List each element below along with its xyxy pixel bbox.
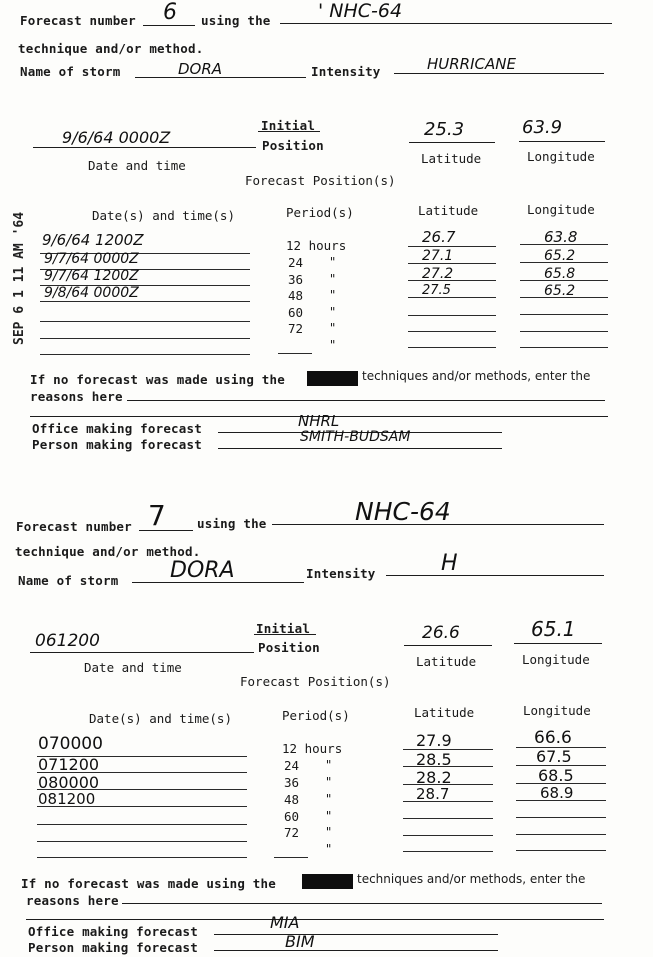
forecast-lat: 28.5 <box>416 750 452 769</box>
initial-lon-value: 63.9 <box>522 117 563 138</box>
person-label: Person making forecast <box>28 940 198 955</box>
no-forecast-label: If no forecast was made using the <box>21 876 276 891</box>
initial-datetime-value: 9/6/64 0000Z <box>62 128 171 147</box>
longitude-header: Longitude <box>527 202 595 217</box>
forecast-datetime: 081200 <box>38 790 96 808</box>
period-60: 60 <box>284 809 300 824</box>
office-label: Office making forecast <box>28 924 198 939</box>
position-label: Position <box>262 138 324 153</box>
initial-label: Initial <box>261 118 316 133</box>
storm-name-label: Name of storm <box>18 573 119 588</box>
latitude-label: Latitude <box>416 654 477 669</box>
no-forecast-suffix: techniques and/or methods, enter the <box>362 369 591 383</box>
latitude-header: Latitude <box>414 705 475 720</box>
ditto-mark: " <box>325 758 333 772</box>
date-time-label: Date and time <box>88 158 186 173</box>
forecast-lon: 65.2 <box>544 248 576 264</box>
date-time-label: Date and time <box>84 660 182 675</box>
office-label: Office making forecast <box>32 421 202 436</box>
forecast-lon: 66.6 <box>534 728 572 748</box>
ditto-mark: " <box>329 255 337 269</box>
position-label: Position <box>258 640 320 655</box>
reasons-label: reasons here <box>26 893 119 908</box>
ditto-mark: " <box>329 338 337 352</box>
ditto-mark: " <box>329 272 337 286</box>
forecast-number-value: 7 <box>148 499 166 532</box>
office-value: MIA <box>270 913 300 932</box>
ditto-mark: " <box>325 809 333 823</box>
latitude-label: Latitude <box>421 151 482 166</box>
storm-name-value: DORA <box>170 558 235 583</box>
periods-header: Period(s) <box>286 205 354 220</box>
forecast-number-label: Forecast number <box>16 519 132 534</box>
technique-label: technique and/or method. <box>15 544 201 559</box>
forecast-datetime: 9/7/64 1200Z <box>44 268 139 284</box>
received-stamp: SEP 6 1 11 AM '64 <box>12 211 27 345</box>
initial-lon-value: 65.1 <box>531 617 576 641</box>
ditto-mark: " <box>325 775 333 789</box>
forecast-lon: 68.5 <box>538 766 574 785</box>
dates-times-header: Date(s) and time(s) <box>92 208 235 223</box>
technique-label: technique and/or method. <box>18 41 204 56</box>
intensity-value: H <box>441 551 458 576</box>
forecast-positions-label: Forecast Position(s) <box>245 173 396 188</box>
forecast-lon: 67.5 <box>536 747 572 766</box>
forecast-lon: 65.2 <box>544 283 576 299</box>
latitude-header: Latitude <box>418 203 479 218</box>
ditto-mark: " <box>325 842 333 856</box>
period-36: 36 <box>284 775 300 790</box>
forecast-lat: 26.7 <box>422 228 456 246</box>
forecast-lat: 28.7 <box>416 785 450 803</box>
storm-name-label: Name of storm <box>20 64 121 79</box>
ditto-mark: " <box>325 792 333 806</box>
using-the-label: using the <box>201 13 271 28</box>
longitude-label: Longitude <box>527 149 595 164</box>
no-forecast-label: If no forecast was made using the <box>30 372 285 387</box>
forecast-lat: 27.9 <box>416 731 452 750</box>
period-12: 12 hours <box>282 741 343 756</box>
longitude-header: Longitude <box>523 703 591 718</box>
initial-datetime-value: 061200 <box>35 631 100 651</box>
period-36: 36 <box>288 272 304 287</box>
storm-name-value: DORA <box>178 60 223 78</box>
forecast-lon: 63.8 <box>544 228 578 246</box>
forecast-lat: 27.2 <box>422 266 454 282</box>
ditto-mark: " <box>329 305 337 319</box>
ditto-mark: " <box>329 288 337 302</box>
forecast-lat: 27.5 <box>422 283 451 298</box>
forecast-lat: 27.1 <box>422 248 454 264</box>
period-48: 48 <box>288 288 304 303</box>
forecast-datetime: 9/7/64 0000Z <box>44 251 139 267</box>
intensity-label: Intensity <box>311 64 381 79</box>
periods-header: Period(s) <box>282 708 350 723</box>
person-label: Person making forecast <box>32 437 202 452</box>
period-12: 12 hours <box>286 238 347 253</box>
forecast-datetime: 080000 <box>38 773 100 792</box>
person-value: BIM <box>285 932 315 951</box>
office-value: NHRL <box>298 412 340 430</box>
ditto-mark: " <box>325 825 333 839</box>
method-value: ' NHC-64 <box>318 0 403 22</box>
period-48: 48 <box>284 792 300 807</box>
no-forecast-suffix: techniques and/or methods, enter the <box>357 872 586 886</box>
redaction-box <box>302 874 353 889</box>
using-the-label: using the <box>197 516 267 531</box>
intensity-value: HURRICANE <box>427 55 516 73</box>
period-24: 24 <box>284 758 300 773</box>
forecast-datetime: 070000 <box>38 734 103 754</box>
period-60: 60 <box>288 305 304 320</box>
forecast-lon: 68.9 <box>540 784 574 802</box>
initial-lat-value: 26.6 <box>422 623 460 643</box>
forecast-datetime: 071200 <box>38 755 100 774</box>
dates-times-header: Date(s) and time(s) <box>89 711 232 726</box>
forecast-datetime: 9/8/64 0000Z <box>44 285 139 301</box>
initial-lat-value: 25.3 <box>424 119 465 140</box>
forecast-lon: 65.8 <box>544 266 576 282</box>
forecast-number-label: Forecast number <box>20 13 136 28</box>
person-value: SMITH-BUDSAM <box>300 429 411 445</box>
initial-label: Initial <box>256 621 311 636</box>
redaction-box <box>307 371 358 386</box>
period-72: 72 <box>284 825 300 840</box>
intensity-label: Intensity <box>306 566 376 581</box>
period-72: 72 <box>288 321 304 336</box>
method-value: NHC-64 <box>355 497 451 526</box>
forecast-number-value: 6 <box>163 0 177 25</box>
reasons-label: reasons here <box>30 389 123 404</box>
forecast-positions-label: Forecast Position(s) <box>240 674 391 689</box>
ditto-mark: " <box>329 321 337 335</box>
longitude-label: Longitude <box>522 652 590 667</box>
forecast-lat: 28.2 <box>416 768 452 787</box>
forecast-datetime: 9/6/64 1200Z <box>42 231 144 249</box>
period-24: 24 <box>288 255 304 270</box>
